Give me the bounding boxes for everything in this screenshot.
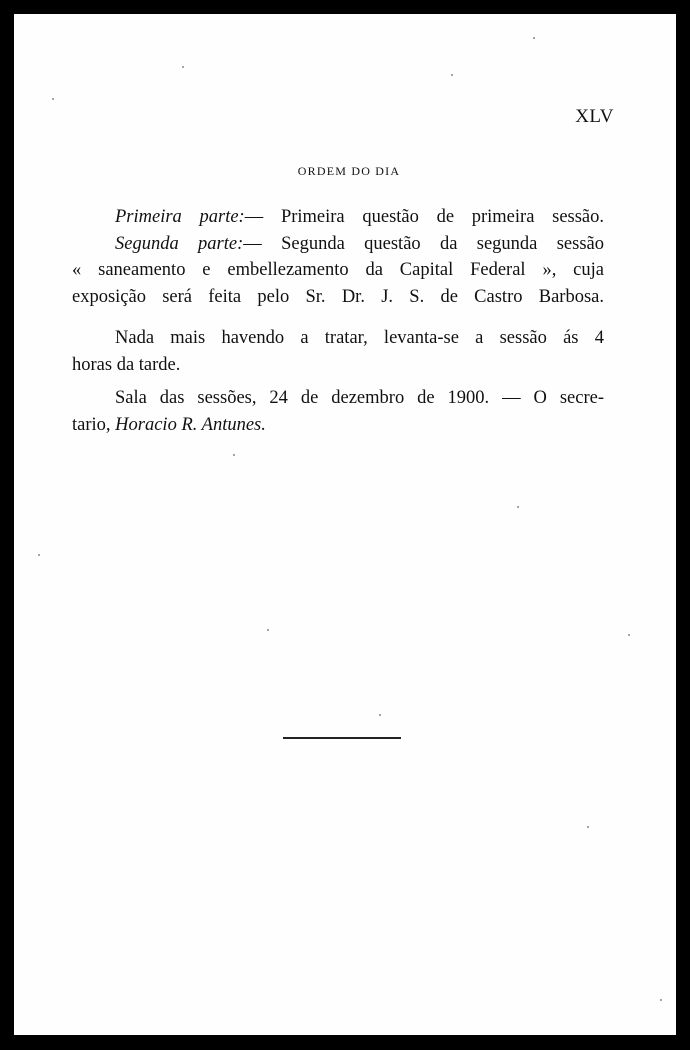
sala-line-2 — [72, 412, 604, 439]
paper-speck — [38, 554, 40, 556]
agenda-paragraph — [72, 204, 604, 310]
agenda-second-item — [72, 231, 604, 258]
paper-speck — [628, 634, 630, 636]
paper-speck — [233, 454, 235, 456]
second-part-label: Segunda parte: — [115, 233, 244, 254]
signature-paragraph — [72, 385, 604, 438]
paper-speck — [267, 629, 269, 631]
second-part-text: — Segunda questão da segunda sessão — [243, 233, 604, 254]
paper-speck — [587, 826, 589, 828]
paper-speck — [182, 66, 184, 68]
book-page — [14, 14, 676, 1035]
paper-speck — [52, 98, 54, 100]
paper-speck — [451, 74, 453, 76]
agenda-first-item — [72, 204, 604, 231]
secretary-title: tario, — [72, 414, 111, 435]
end-rule — [283, 737, 401, 739]
paper-speck — [517, 506, 519, 508]
secretary-name: Horacio R. Antunes. — [115, 414, 266, 435]
paper-speck — [379, 714, 381, 716]
paper-speck — [660, 999, 662, 1001]
closing-line-1: Nada mais havendo a tratar, levanta-se a sessão ás 4 — [115, 328, 604, 348]
closing-line-2: horas da tarde. — [72, 354, 181, 375]
sala-line-1: Sala das sessões, 24 de dezembro de 1900. — O secre- — [115, 388, 604, 408]
paper-speck — [533, 37, 535, 39]
agenda-second-item-line2: « saneamento e embellezamento da Capital Federal », cuja — [72, 260, 604, 280]
first-part-label: Primeira parte: — [115, 207, 245, 227]
agenda-second-item-line3: exposição será feita pelo Sr. Dr. J. S. de Castro Barbosa. — [72, 286, 604, 307]
page-number: XLV — [575, 106, 614, 127]
closing-paragraph — [72, 325, 604, 378]
first-part-text: — Primeira questão de primeira sessão. — [244, 207, 605, 227]
section-heading: ORDEM DO DIA — [297, 164, 401, 178]
